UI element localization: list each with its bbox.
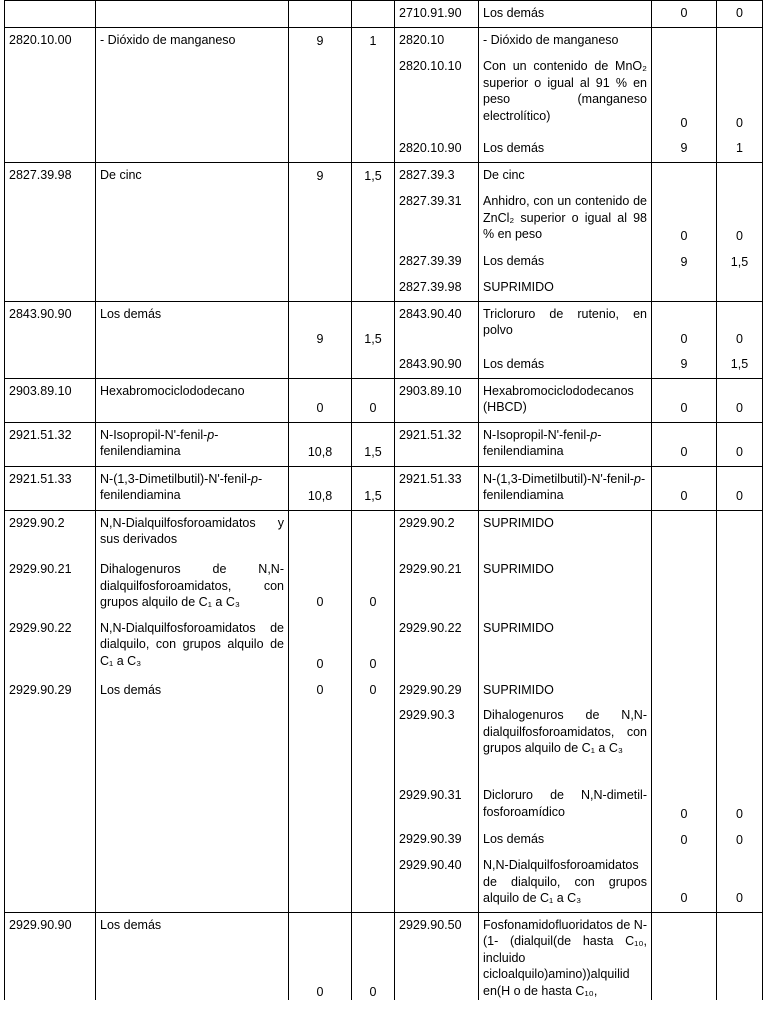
old-duty-cell xyxy=(289,848,352,912)
new-duty-cell xyxy=(652,270,717,301)
new-code-cell: 2820.10.10 xyxy=(395,49,479,131)
new-code-cell: 2710.91.90 xyxy=(395,1,479,28)
old-duty-cell: 9 xyxy=(289,162,352,184)
old-rate-cell: 0 xyxy=(352,912,395,1000)
new-code-cell: 2843.90.90 xyxy=(395,347,479,378)
new-code-cell: 2903.89.10 xyxy=(395,378,479,422)
new-description-cell: Fosfonamidofluoridatos de N-(1- (dialquil(de hasta C₁₀, incluido cicloalquilo)amino))alquilid en(H o de hasta C₁₀, xyxy=(479,912,652,1000)
old-rate-cell xyxy=(352,270,395,301)
table-row xyxy=(5,378,763,422)
old-duty-cell xyxy=(289,49,352,131)
new-description-cell: SUPRIMIDO xyxy=(479,510,652,552)
new-code-cell: 2929.90.39 xyxy=(395,822,479,848)
new-rate-cell: 0 xyxy=(717,301,763,347)
new-code-cell: 2843.90.40 xyxy=(395,301,479,347)
table-row xyxy=(5,347,763,378)
new-duty-cell xyxy=(652,552,717,611)
old-code-cell xyxy=(5,822,96,848)
new-duty-cell xyxy=(652,611,717,673)
table-row xyxy=(5,184,763,244)
new-duty-cell: 0 xyxy=(652,422,717,466)
new-description-cell: SUPRIMIDO xyxy=(479,611,652,673)
table-row xyxy=(5,510,763,552)
old-rate-cell: 0 xyxy=(352,552,395,611)
old-duty-cell xyxy=(289,244,352,270)
old-duty-cell xyxy=(289,131,352,162)
new-duty-cell: 0 xyxy=(652,301,717,347)
new-duty-cell xyxy=(652,510,717,552)
old-rate-cell: 1,5 xyxy=(352,301,395,347)
table-row xyxy=(5,162,763,184)
new-rate-cell: 0 xyxy=(717,49,763,131)
new-rate-cell: 0 xyxy=(717,184,763,244)
old-code-cell: 2929.90.22 xyxy=(5,611,96,673)
old-description-cell: N,N-Dialquilfosforoamidatos de dialquilo, con grupos alquilo de C₁ a C₃ xyxy=(96,611,289,673)
table-row xyxy=(5,49,763,131)
old-duty-cell: 10,8 xyxy=(289,466,352,510)
new-description-cell: N,N-Dialquilfosforoamidatos de dialquilo, con grupos alquilo de C₁ a C₃ xyxy=(479,848,652,912)
new-description-cell: N-Isopropil-N'-fenil-p-fenilendiamina xyxy=(479,422,652,466)
old-duty-cell: 10,8 xyxy=(289,422,352,466)
old-duty-cell: 9 xyxy=(289,301,352,347)
new-code-cell: 2921.51.32 xyxy=(395,422,479,466)
old-description-cell xyxy=(96,778,289,822)
new-description-cell: - Dióxido de manganeso xyxy=(479,27,652,49)
table-row xyxy=(5,466,763,510)
old-code-cell xyxy=(5,698,96,778)
old-code-cell xyxy=(5,1,96,28)
old-code-cell xyxy=(5,244,96,270)
old-code-cell xyxy=(5,778,96,822)
new-duty-cell: 9 xyxy=(652,244,717,270)
old-rate-cell: 0 xyxy=(352,611,395,673)
old-duty-cell xyxy=(289,184,352,244)
new-description-cell: SUPRIMIDO xyxy=(479,552,652,611)
new-code-cell: 2827.39.39 xyxy=(395,244,479,270)
new-rate-cell: 0 xyxy=(717,378,763,422)
old-code-cell: 2827.39.98 xyxy=(5,162,96,184)
new-description-cell: N-(1,3-Dimetilbutil)-N'-fenil-p-fenilendiamina xyxy=(479,466,652,510)
old-rate-cell xyxy=(352,848,395,912)
new-rate-cell xyxy=(717,912,763,1000)
old-code-cell xyxy=(5,49,96,131)
table-row xyxy=(5,552,763,611)
new-description-cell: Con un contenido de MnO₂ superior o igual al 91 % en peso (manganeso electrolítico) xyxy=(479,49,652,131)
new-rate-cell: 0 xyxy=(717,1,763,28)
new-rate-cell xyxy=(717,611,763,673)
table-row xyxy=(5,27,763,49)
old-code-cell: 2921.51.32 xyxy=(5,422,96,466)
old-rate-cell xyxy=(352,347,395,378)
old-rate-cell: 1 xyxy=(352,27,395,49)
new-description-cell: Dicloruro de N,N-dimetil-fosforoamídico xyxy=(479,778,652,822)
old-code-cell: 2929.90.90 xyxy=(5,912,96,1000)
new-duty-cell xyxy=(652,27,717,49)
table-row xyxy=(5,848,763,912)
new-code-cell: 2929.90.21 xyxy=(395,552,479,611)
new-duty-cell: 9 xyxy=(652,347,717,378)
new-description-cell: Los demás xyxy=(479,1,652,28)
table-row xyxy=(5,1,763,28)
new-rate-cell xyxy=(717,552,763,611)
new-duty-cell: 0 xyxy=(652,184,717,244)
old-duty-cell xyxy=(289,698,352,778)
old-description-cell: - Dióxido de manganeso xyxy=(96,27,289,49)
old-description-cell: Los demás xyxy=(96,673,289,699)
old-description-cell: De cinc xyxy=(96,162,289,184)
old-code-cell xyxy=(5,848,96,912)
old-rate-cell: 0 xyxy=(352,673,395,699)
old-rate-cell: 0 xyxy=(352,378,395,422)
old-code-cell: 2820.10.00 xyxy=(5,27,96,49)
new-rate-cell xyxy=(717,27,763,49)
tariff-table xyxy=(4,0,763,1000)
new-duty-cell: 0 xyxy=(652,466,717,510)
old-duty-cell xyxy=(289,1,352,28)
old-code-cell: 2843.90.90 xyxy=(5,301,96,347)
old-description-cell: N-(1,3-Dimetilbutil)-N'-fenil-p-fenilendiamina xyxy=(96,466,289,510)
old-description-cell xyxy=(96,822,289,848)
table-row xyxy=(5,422,763,466)
new-duty-cell: 0 xyxy=(652,778,717,822)
old-code-cell: 2903.89.10 xyxy=(5,378,96,422)
old-rate-cell xyxy=(352,184,395,244)
old-duty-cell: 9 xyxy=(289,27,352,49)
new-duty-cell xyxy=(652,698,717,778)
table-row xyxy=(5,611,763,673)
old-description-cell: Los demás xyxy=(96,301,289,347)
old-description-cell: Hexabromociclododecano xyxy=(96,378,289,422)
table-row xyxy=(5,778,763,822)
table-row xyxy=(5,912,763,1000)
new-duty-cell: 0 xyxy=(652,822,717,848)
new-code-cell: 2827.39.98 xyxy=(395,270,479,301)
old-description-cell xyxy=(96,1,289,28)
new-code-cell: 2827.39.3 xyxy=(395,162,479,184)
new-code-cell: 2820.10.90 xyxy=(395,131,479,162)
old-code-cell xyxy=(5,347,96,378)
new-rate-cell: 1 xyxy=(717,131,763,162)
new-description-cell: Los demás xyxy=(479,244,652,270)
old-rate-cell xyxy=(352,778,395,822)
old-code-cell xyxy=(5,184,96,244)
new-duty-cell: 0 xyxy=(652,49,717,131)
new-code-cell: 2929.90.3 xyxy=(395,698,479,778)
new-code-cell: 2820.10 xyxy=(395,27,479,49)
old-description-cell xyxy=(96,244,289,270)
table-row xyxy=(5,673,763,699)
old-rate-cell xyxy=(352,1,395,28)
table-row xyxy=(5,244,763,270)
new-description-cell: Tricloruro de rutenio, en polvo xyxy=(479,301,652,347)
tariff-table-body xyxy=(5,1,763,1001)
old-description-cell xyxy=(96,270,289,301)
old-rate-cell: 1,5 xyxy=(352,162,395,184)
new-duty-cell xyxy=(652,673,717,699)
new-rate-cell: 0 xyxy=(717,422,763,466)
new-description-cell: Anhidro, con un contenido de ZnCl₂ superior o igual al 98 % en peso xyxy=(479,184,652,244)
new-rate-cell xyxy=(717,698,763,778)
new-rate-cell: 0 xyxy=(717,822,763,848)
new-rate-cell: 1,5 xyxy=(717,347,763,378)
old-rate-cell: 1,5 xyxy=(352,422,395,466)
new-rate-cell: 0 xyxy=(717,778,763,822)
new-description-cell: De cinc xyxy=(479,162,652,184)
old-code-cell: 2929.90.2 xyxy=(5,510,96,552)
new-rate-cell xyxy=(717,270,763,301)
old-description-cell: Dihalogenuros de N,N-dialquilfosforoamidatos, con grupos alquilo de C₁ a C₃ xyxy=(96,552,289,611)
old-code-cell xyxy=(5,270,96,301)
old-duty-cell xyxy=(289,778,352,822)
old-code-cell: 2921.51.33 xyxy=(5,466,96,510)
new-rate-cell: 0 xyxy=(717,848,763,912)
old-duty-cell xyxy=(289,347,352,378)
new-description-cell: SUPRIMIDO xyxy=(479,270,652,301)
old-rate-cell xyxy=(352,510,395,552)
new-code-cell: 2827.39.31 xyxy=(395,184,479,244)
old-duty-cell: 0 xyxy=(289,673,352,699)
old-description-cell: N-Isopropil-N'-fenil-p-fenilendiamina xyxy=(96,422,289,466)
old-duty-cell: 0 xyxy=(289,611,352,673)
old-duty-cell xyxy=(289,510,352,552)
old-code-cell xyxy=(5,131,96,162)
new-description-cell: SUPRIMIDO xyxy=(479,673,652,699)
old-description-cell xyxy=(96,698,289,778)
table-row xyxy=(5,131,763,162)
new-description-cell: Hexabromociclododecanos (HBCD) xyxy=(479,378,652,422)
new-duty-cell xyxy=(652,912,717,1000)
table-row xyxy=(5,698,763,778)
new-duty-cell: 9 xyxy=(652,131,717,162)
new-rate-cell xyxy=(717,162,763,184)
new-code-cell: 2929.90.2 xyxy=(395,510,479,552)
new-rate-cell: 0 xyxy=(717,466,763,510)
old-description-cell xyxy=(96,131,289,162)
old-code-cell: 2929.90.21 xyxy=(5,552,96,611)
old-duty-cell: 0 xyxy=(289,552,352,611)
old-code-cell: 2929.90.29 xyxy=(5,673,96,699)
old-description-cell xyxy=(96,848,289,912)
new-code-cell: 2929.90.31 xyxy=(395,778,479,822)
old-duty-cell: 0 xyxy=(289,912,352,1000)
table-row xyxy=(5,822,763,848)
old-duty-cell xyxy=(289,822,352,848)
new-code-cell: 2929.90.50 xyxy=(395,912,479,1000)
old-description-cell: N,N-Dialquilfosforoamidatos y sus derivados xyxy=(96,510,289,552)
new-code-cell: 2921.51.33 xyxy=(395,466,479,510)
new-rate-cell xyxy=(717,673,763,699)
old-rate-cell xyxy=(352,49,395,131)
old-rate-cell xyxy=(352,131,395,162)
new-description-cell: Los demás xyxy=(479,822,652,848)
old-rate-cell xyxy=(352,244,395,270)
new-rate-cell: 1,5 xyxy=(717,244,763,270)
new-duty-cell: 0 xyxy=(652,1,717,28)
table-row xyxy=(5,270,763,301)
old-rate-cell xyxy=(352,698,395,778)
new-description-cell: Dihalogenuros de N,N-dialquilfosforoamidatos, con grupos alquilo de C₁ a C₃ xyxy=(479,698,652,778)
new-code-cell: 2929.90.22 xyxy=(395,611,479,673)
old-description-cell: Los demás xyxy=(96,912,289,1000)
old-description-cell xyxy=(96,49,289,131)
old-description-cell xyxy=(96,347,289,378)
old-duty-cell xyxy=(289,270,352,301)
new-duty-cell: 0 xyxy=(652,378,717,422)
old-description-cell xyxy=(96,184,289,244)
new-duty-cell xyxy=(652,162,717,184)
table-row xyxy=(5,301,763,347)
new-code-cell: 2929.90.40 xyxy=(395,848,479,912)
new-code-cell: 2929.90.29 xyxy=(395,673,479,699)
old-rate-cell: 1,5 xyxy=(352,466,395,510)
old-duty-cell: 0 xyxy=(289,378,352,422)
new-rate-cell xyxy=(717,510,763,552)
old-rate-cell xyxy=(352,822,395,848)
new-description-cell: Los demás xyxy=(479,131,652,162)
new-description-cell: Los demás xyxy=(479,347,652,378)
new-duty-cell: 0 xyxy=(652,848,717,912)
